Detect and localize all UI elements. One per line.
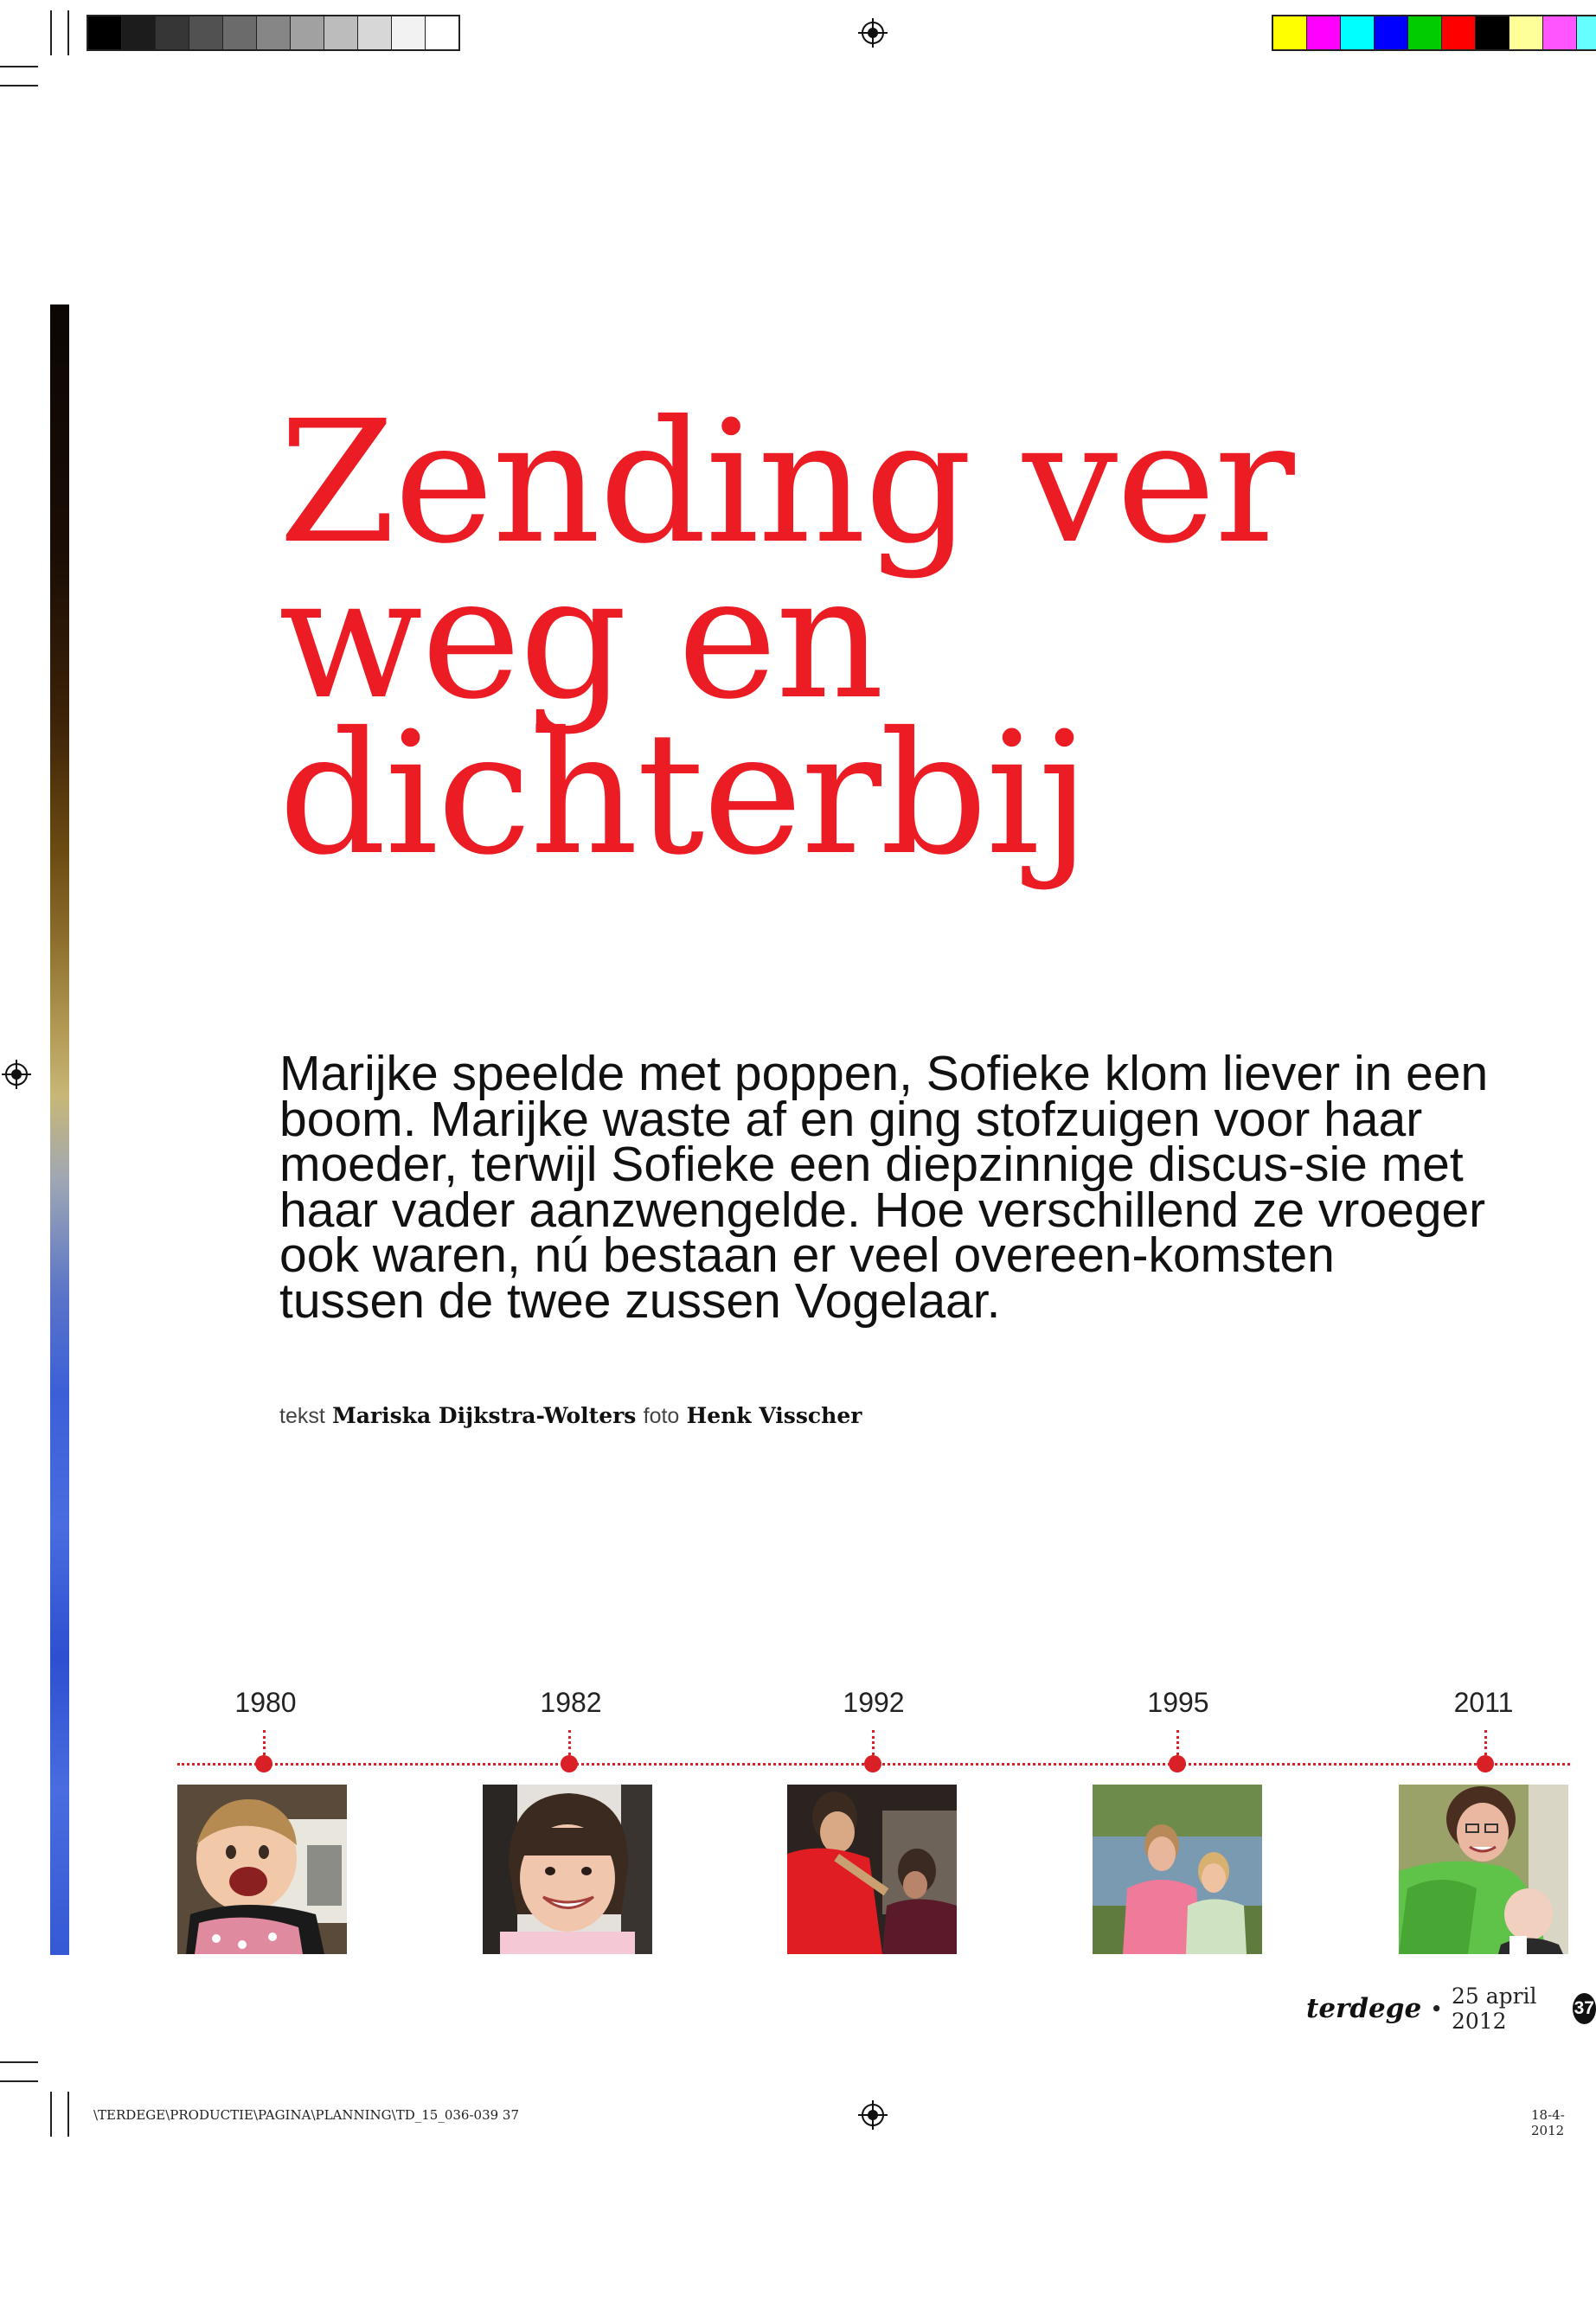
crop-mark [0,85,38,87]
color-swatch [1476,16,1509,49]
color-swatch [358,16,392,49]
registration-mark-icon [858,18,888,48]
timeline-marker [1477,1755,1494,1772]
crop-mark [0,2061,38,2063]
timeline-stem [263,1730,266,1755]
byline [279,1403,862,1429]
timeline-year: 1995 [1147,1687,1209,1718]
photo-1980 [177,1785,347,1954]
photo-1995 [1093,1785,1262,1954]
timeline-marker [864,1755,881,1772]
headline: Zending ver weg en dichterbij [279,384,1293,892]
byline-photographer: Henk Visscher [686,1403,862,1428]
grayscale-color-bar [87,15,460,51]
intro-paragraph: Marijke speelde met poppen, Sofieke klom liever in een boom. Marijke waste af en ging stofzuigen voor haar moeder, terwijl Sofieke een diepzinnige discus-sie met haar vader aanzwengelde. Hoe verschillend ze vroeger ook waren, nú bestaan er veel overeen-komsten tussen de twee zussen Vogelaar. [279,1046,1489,1329]
color-swatch [122,16,156,49]
crop-mark [67,2092,69,2137]
timeline-year: 1982 [540,1687,602,1718]
timeline-year: 2011 [1453,1687,1514,1718]
color-swatch [189,16,223,49]
issue-date: 25 april 2012 [1451,1984,1537,2034]
timeline-stem [872,1730,875,1755]
production-slug-date: 18-4-2012 [1531,2107,1565,2138]
color-swatch [1273,16,1307,49]
color-swatch [156,16,189,49]
color-swatch [1577,16,1596,49]
color-swatch [1375,16,1408,49]
color-swatch [1341,16,1375,49]
crop-mark [67,10,69,55]
color-swatch [1543,16,1577,49]
timeline-year: 1992 [843,1687,905,1718]
photo-1992 [787,1785,957,1954]
timeline-stem [1176,1730,1179,1755]
photo-2011 [1399,1785,1568,1954]
color-swatch [88,16,122,49]
color-swatch [1408,16,1442,49]
timeline-marker [561,1755,578,1772]
timeline-stem [568,1730,571,1755]
crop-mark [0,66,38,67]
timeline-marker [1169,1755,1186,1772]
byline-author: Mariska Dijkstra-Wolters [332,1403,637,1428]
registration-mark-icon [858,2100,888,2130]
timeline-marker [255,1755,272,1772]
timeline-stem [1484,1730,1487,1755]
color-swatch [392,16,426,49]
process-color-bar [1272,15,1596,51]
byline-photo-label: foto [643,1404,680,1428]
crop-mark [50,2092,52,2137]
registration-mark-icon [2,1060,31,1089]
byline-text-label: tekst [279,1404,325,1428]
production-slug-path: \TERDEGE\PRODUCTIE\PAGINA\PLANNING\TD_15_036-039 37 [93,2107,520,2123]
color-swatch [1442,16,1476,49]
magazine-brand: terdege [1306,1993,1422,2024]
page-number: 37 [1573,1993,1596,2024]
color-swatch [1509,16,1543,49]
color-swatch [257,16,291,49]
crop-mark [0,2080,38,2082]
photo-1982 [483,1785,652,1954]
color-swatch [1307,16,1341,49]
color-swatch [223,16,257,49]
photo-strip-sidebar [50,304,69,1955]
color-swatch [324,16,358,49]
color-swatch [291,16,324,49]
page-footer [1306,1984,1596,2034]
color-swatch [426,16,458,49]
footer-separator: • [1430,1996,1443,2022]
crop-mark [50,10,52,55]
timeline-year: 1980 [234,1687,297,1718]
